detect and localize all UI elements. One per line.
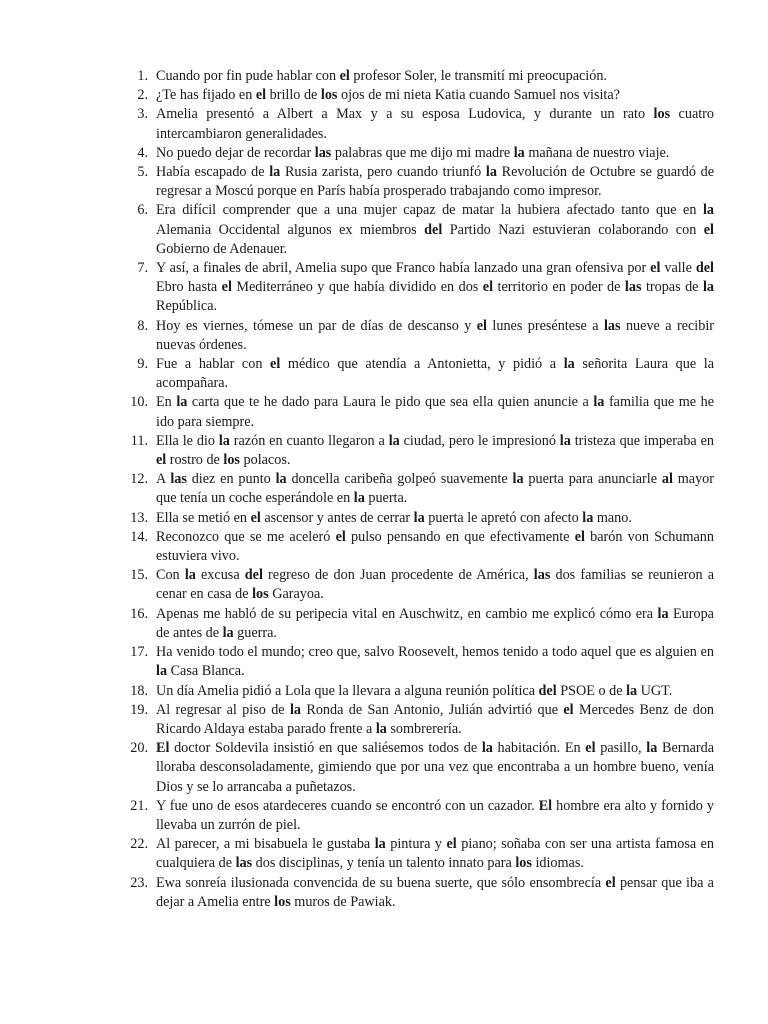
item-text <box>156 875 714 910</box>
item-text <box>156 683 672 699</box>
list-item <box>122 739 714 797</box>
text-segment: profesor Soler, le transmití mi preocupación. <box>349 68 607 84</box>
item-number: 16. <box>130 605 148 622</box>
text-segment: Al parecer, a mi bisabuela le gustaba <box>156 836 375 853</box>
text-segment: Reconozco que se me aceleró <box>156 528 336 545</box>
text-segment: excusa <box>195 567 245 584</box>
article-highlight: el <box>605 874 616 891</box>
item-text <box>156 567 714 602</box>
text-segment: PSOE o de <box>556 682 627 699</box>
article-highlight: la <box>353 490 365 507</box>
text-segment: sombrerería. <box>386 720 462 737</box>
text-segment: cuatro intercambiaron generalidades. <box>156 106 714 142</box>
text-segment: Era difícil comprender que a una mujer capaz de matar la hubiera afectado tanto que en <box>156 202 703 219</box>
text-segment: Partido Nazi estuvieran colaborando con <box>442 221 704 238</box>
item-number: 4. <box>137 144 148 161</box>
text-segment: puerta. <box>364 490 408 507</box>
list-item <box>122 201 714 259</box>
list-item <box>122 566 714 604</box>
list-item <box>122 432 714 470</box>
text-segment: Ronda de San Antonio, Julián advirtió que <box>301 701 564 718</box>
text-segment: mano. <box>593 509 632 526</box>
article-highlight: la <box>512 471 524 488</box>
text-segment: familia que me he ido para siempre. <box>156 394 714 430</box>
article-highlight: la <box>657 605 669 622</box>
article-highlight: del <box>695 260 714 277</box>
text-segment: Apenas me habló de su peripecia vital en Auschwitz, en cambio me explicó cómo era <box>156 605 658 622</box>
text-segment: rostro de <box>166 452 224 469</box>
item-text <box>156 433 714 468</box>
article-highlight: el <box>482 279 494 296</box>
article-highlight: El <box>538 797 553 814</box>
article-highlight: la <box>702 202 714 219</box>
list-item <box>122 797 714 835</box>
text-segment: Gobierno de Adenauer. <box>156 240 288 257</box>
item-number: 15. <box>130 567 148 584</box>
text-segment: Cuando por fin pude hablar con <box>156 68 340 84</box>
text-segment: Al regresar al piso de <box>156 701 290 718</box>
text-segment: nueve a recibir nuevas órdenes. <box>156 317 714 353</box>
item-text <box>156 740 714 794</box>
item-number: 7. <box>137 260 148 277</box>
article-highlight: el <box>703 221 714 238</box>
text-segment: Fue a hablar con <box>156 356 271 373</box>
item-number: 18. <box>130 682 148 699</box>
item-number: 10. <box>130 394 148 411</box>
article-highlight: del <box>538 682 557 699</box>
article-highlight: los <box>320 87 338 104</box>
article-highlight: los <box>223 452 240 469</box>
article-highlight: los <box>653 106 671 123</box>
list-item <box>122 643 714 681</box>
item-number: 9. <box>137 356 148 373</box>
article-highlight: las <box>603 317 621 334</box>
item-text <box>156 87 620 103</box>
item-text <box>156 644 714 679</box>
item-text <box>156 106 714 141</box>
list-item <box>122 259 714 317</box>
text-segment: A <box>156 471 171 488</box>
article-highlight: la <box>289 701 301 718</box>
item-text <box>156 702 714 737</box>
list-item <box>122 874 714 912</box>
article-highlight: el <box>221 279 232 296</box>
item-number: 12. <box>130 471 148 488</box>
list-item <box>122 144 714 163</box>
item-text <box>156 145 669 161</box>
list-item <box>122 317 714 355</box>
article-highlight: la <box>176 394 188 411</box>
text-segment: tropas de <box>641 279 703 296</box>
text-segment: doncella caribeña golpeó suavemente <box>286 471 513 488</box>
list-item <box>122 528 714 566</box>
article-highlight: la <box>559 432 571 449</box>
item-text <box>156 356 714 391</box>
text-segment: Con <box>156 567 185 584</box>
list-item <box>122 86 714 105</box>
article-highlight: el <box>563 701 574 718</box>
text-segment: ciudad, pero le impresionó <box>399 432 560 449</box>
article-highlight: las <box>170 471 187 488</box>
article-highlight: la <box>388 432 400 449</box>
text-segment: dos familias se reunieron a cenar en casa de <box>156 567 714 603</box>
text-segment: doctor Soldevila insistió en que saliésemos todos de <box>169 740 482 757</box>
article-highlight: el <box>339 68 350 84</box>
text-segment: muros de Pawiak. <box>290 893 396 910</box>
article-highlight: del <box>424 221 443 238</box>
list-item <box>122 105 714 143</box>
text-segment: lunes preséntese a <box>487 317 604 334</box>
article-highlight: el <box>335 528 346 545</box>
item-text <box>156 529 714 564</box>
article-highlight: la <box>375 720 387 737</box>
item-text <box>156 260 714 314</box>
text-segment: barón von Schumann estuviera vivo. <box>156 528 714 565</box>
item-number: 1. <box>137 68 148 84</box>
item-text <box>156 510 632 526</box>
text-segment: Un día Amelia pidió a Lola que la llevara a alguna reunión política <box>156 682 539 699</box>
list-item <box>122 67 714 86</box>
text-segment: puerta para anunciarle <box>523 471 662 488</box>
article-highlight: el <box>476 317 487 334</box>
article-highlight: la <box>481 740 493 757</box>
article-highlight: la <box>513 144 525 161</box>
list-item <box>122 605 714 643</box>
text-segment: tristeza que imperaba en <box>570 432 714 449</box>
text-segment: Mercedes Benz de don Ricardo Aldaya estaba parado frente a <box>156 701 715 737</box>
text-segment: habitación. En <box>492 740 586 757</box>
text-segment: UGT. <box>637 682 673 699</box>
sentence-list <box>122 67 714 912</box>
text-segment: mañana de nuestro viaje. <box>524 144 670 161</box>
article-highlight: la <box>222 624 234 641</box>
item-text <box>156 202 714 256</box>
text-segment: Ella se metió en <box>156 509 251 526</box>
text-segment: ascensor y antes de cerrar <box>260 509 414 526</box>
text-segment: Revolución de Octubre se guardó de regresar a Moscú porque en París había prosperado trabajando como impresor. <box>156 164 714 200</box>
item-text <box>156 798 714 833</box>
text-segment: razón en cuanto llegaron a <box>229 432 389 449</box>
item-number: 6. <box>137 202 148 219</box>
article-highlight: la <box>156 663 168 680</box>
text-segment: No puedo dejar de recordar <box>156 144 315 161</box>
article-highlight: los <box>252 586 269 603</box>
text-segment: Ha venido todo el mundo; creo que, salvo Roosevelt, hemos tenido a todo aquel que es alguien en <box>156 644 714 661</box>
text-segment: regreso de don Juan procedente de América, <box>262 567 534 584</box>
item-number: 2. <box>137 87 148 104</box>
text-segment: pasillo, <box>595 740 647 757</box>
text-segment: Y fue uno de esos atardeceres cuando se encontró con un cazador. <box>156 797 539 814</box>
article-highlight: las <box>314 144 332 161</box>
text-segment: territorio en poder de <box>493 279 625 296</box>
list-item <box>122 163 714 201</box>
article-highlight: del <box>244 567 263 584</box>
article-highlight: la <box>563 356 575 373</box>
item-number: 5. <box>137 164 148 181</box>
text-segment: polacos. <box>239 452 291 469</box>
item-text <box>156 68 607 84</box>
article-highlight: los <box>515 855 532 872</box>
article-highlight: las <box>533 567 551 584</box>
item-number: 13. <box>130 509 148 526</box>
text-segment: Alemania Occidental algunos ex miembros <box>156 221 425 238</box>
text-segment: Hoy es viernes, tómese un par de días de descanso y <box>156 317 477 334</box>
article-highlight: la <box>646 740 658 757</box>
text-segment: pintura y <box>385 836 447 853</box>
text-segment: palabras que me dijo mi madre <box>331 144 514 161</box>
text-segment: señorita Laura que la acompañara. <box>156 356 714 392</box>
text-segment: En <box>156 394 177 411</box>
text-segment: médico que atendía a Antonietta, y pidió a <box>280 356 564 373</box>
article-highlight: la <box>184 567 196 584</box>
text-segment: idiomas. <box>531 855 584 872</box>
article-highlight: la <box>218 432 230 449</box>
item-text <box>156 394 714 429</box>
text-segment: Había escapado de <box>156 164 270 181</box>
article-highlight: El <box>156 740 170 757</box>
article-highlight: la <box>413 509 425 526</box>
text-segment: Rusia zarista, pero cuando triunfó <box>280 164 486 181</box>
article-highlight: los <box>274 893 291 910</box>
text-segment: piano; soñaba con ser una artista famosa en cualquiera de <box>156 836 715 872</box>
item-text <box>156 164 714 199</box>
text-segment: Ewa sonreía ilusionada convencida de su buena suerte, que sólo ensombrecía <box>156 874 606 891</box>
text-segment: Y así, a finales de abril, Amelia supo que Franco había lanzado una gran ofensiva por <box>156 260 651 277</box>
text-segment: Ebro hasta <box>156 279 222 296</box>
text-segment: Ella le dio <box>156 432 219 449</box>
article-highlight: la <box>269 164 281 181</box>
article-highlight: la <box>275 471 287 488</box>
item-number: 8. <box>137 317 148 334</box>
item-number: 11. <box>130 432 148 449</box>
article-highlight: las <box>624 279 642 296</box>
text-segment: Garayoa. <box>268 586 324 603</box>
article-highlight: la <box>593 394 605 411</box>
item-number: 17. <box>130 644 148 661</box>
article-highlight: la <box>485 164 497 181</box>
text-segment: mayor que tenía un coche esperándole en <box>156 471 714 507</box>
text-segment: dos disciplinas, y tenía un talento innato para <box>252 855 516 872</box>
list-item <box>122 682 714 701</box>
list-item <box>122 393 714 431</box>
text-segment: República. <box>156 298 218 315</box>
article-highlight: el <box>255 87 267 104</box>
item-number: 3. <box>137 106 148 123</box>
article-highlight: las <box>235 855 253 872</box>
list-item <box>122 701 714 739</box>
item-text <box>156 471 714 506</box>
item-text <box>156 836 714 871</box>
item-number: 23. <box>130 874 148 891</box>
text-segment: Europa de antes de <box>156 605 714 641</box>
article-highlight: el <box>250 509 261 526</box>
text-segment: pensar que iba a dejar a Amelia entre <box>156 874 714 910</box>
item-number: 20. <box>130 740 148 757</box>
article-highlight: el <box>650 260 661 277</box>
text-segment: valle <box>660 260 696 277</box>
article-highlight: la <box>626 682 638 699</box>
article-highlight: el <box>270 356 281 373</box>
item-number: 22. <box>130 836 148 853</box>
text-segment: Amelia presentó a Albert a Max y a su esposa Ludovica, y durante un rato <box>156 106 654 123</box>
text-segment: pulso pensando en que efectivamente <box>345 528 575 545</box>
text-segment: diez en punto <box>186 471 276 488</box>
text-segment: Casa Blanca. <box>167 663 245 680</box>
text-segment: ¿Te has fijado en <box>156 87 256 104</box>
text-segment: puerta le apretó con afecto <box>424 509 583 526</box>
article-highlight: al <box>661 471 673 488</box>
list-item <box>122 835 714 873</box>
list-item <box>122 355 714 393</box>
article-highlight: el <box>156 452 167 469</box>
text-segment: carta que te he dado para Laura le pido que sea ella quien anuncie a <box>187 394 594 411</box>
text-segment: hombre era alto y fornido y llevaba un zurrón de piel. <box>156 797 714 833</box>
item-text <box>156 318 714 353</box>
list-item <box>122 509 714 528</box>
text-segment: ojos de mi nieta Katia cuando Samuel nos visita? <box>337 87 620 104</box>
text-segment: Bernarda lloraba desconsoladamente, gimiendo que por una vez que encontraba a un hombre bueno, venía Dios y se lo arrancaba a puñetazos. <box>156 740 714 795</box>
article-highlight: el <box>585 740 596 757</box>
article-highlight: el <box>574 528 585 545</box>
list-item <box>122 470 714 508</box>
item-number: 21. <box>130 797 148 814</box>
item-number: 19. <box>130 701 148 718</box>
text-segment: brillo de <box>266 87 321 104</box>
article-highlight: la <box>582 509 594 526</box>
item-number: 14. <box>130 528 148 545</box>
article-highlight: la <box>374 836 386 853</box>
item-text <box>156 606 714 641</box>
text-segment: guerra. <box>233 624 277 641</box>
article-highlight: el <box>446 836 457 853</box>
article-highlight: la <box>702 279 714 296</box>
text-segment: Mediterráneo y que había dividido en dos <box>231 279 483 296</box>
